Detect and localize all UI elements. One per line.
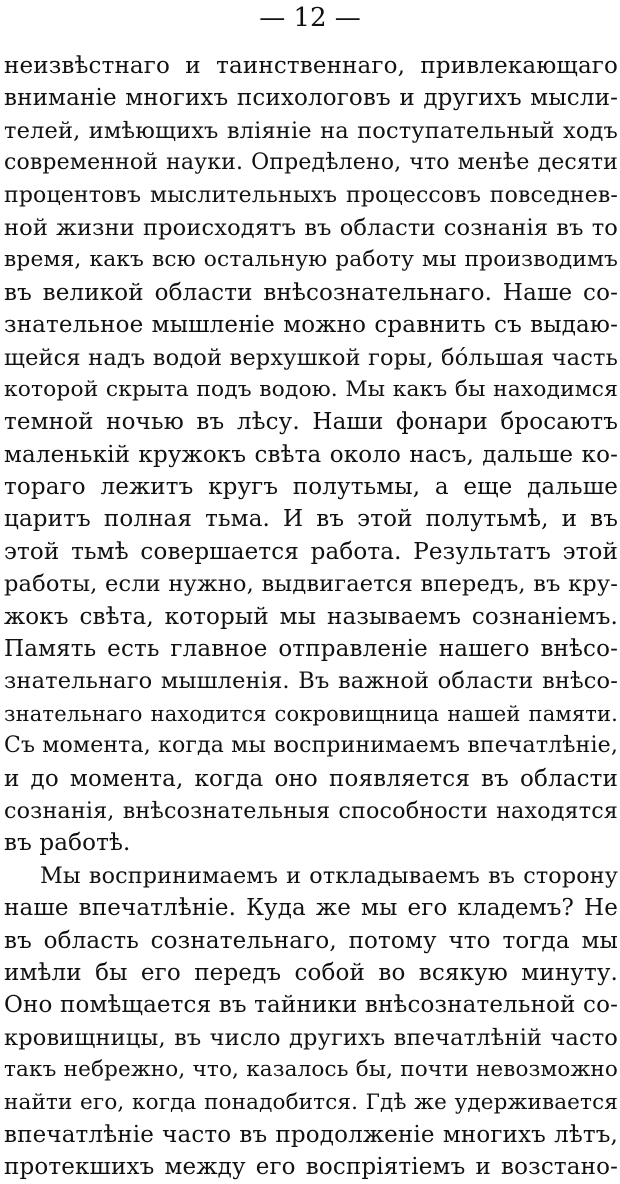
text-line: найти его, когда понадобится. Гдѣ же удерживается [4, 1089, 618, 1115]
text-line: темной ночью въ лѣсу. Наши фонари бросаютъ [4, 409, 618, 436]
text-line: знательное мышленіе можно сравнить съ выдаю- [4, 312, 618, 339]
text-line: тораго лежитъ кругъ полутьмы, а еще дальше [4, 474, 618, 501]
text-line: жокъ свѣта, который мы называемъ сознаніемъ. [4, 603, 618, 630]
text-line: щейся надъ водой верхушкой горы, бóльшая часть [4, 344, 618, 371]
text-line: неизвѣстнаго и таинственнаго, привлекающаго [4, 53, 618, 79]
text-line: имѣли бы его передъ собой во всякую минуту. [4, 959, 618, 986]
text-line: время, какъ всю остальную работу мы производимъ [4, 247, 618, 273]
text-line: которой скрыта подъ водою. Мы какъ бы находимся [4, 376, 618, 402]
text-line: процентовъ мыслительныхъ процессовъ повседнев- [4, 182, 618, 208]
text-line: вниманіе многихъ психологовъ и другихъ мысли- [4, 85, 618, 112]
text-line: работы, если нужно, выдвигается впередъ, въ кру- [4, 571, 618, 598]
body-text [4, 50, 618, 1184]
text-line: ной жизни происходятъ въ области сознанія въ то [4, 214, 618, 241]
text-line: Память есть главное отправленіе нашего внѣсо- [4, 636, 618, 663]
text-line: протекшихъ между его воспріятіемъ и возстано- [4, 1154, 618, 1181]
text-line: современной науки. Опредѣлено, что менѣе десяти [4, 150, 618, 176]
text-line: въ область сознательнаго, потому что тогда мы [4, 927, 618, 954]
text-line: Съ момента, когда мы воспринимаемъ впечатлѣніе, [4, 733, 618, 759]
text-line: кровищницы, въ число другихъ впечатлѣній часто [4, 1024, 618, 1051]
page-number: — 12 — [259, 3, 361, 33]
text-line: царитъ полная тьма. И въ этой полутьмѣ, и въ [4, 506, 618, 533]
text-line: наше впечатлѣніе. Куда же мы его кладемъ? Не [4, 895, 618, 922]
text-line: маленькій кружокъ свѣта около насъ, дальше ко- [4, 441, 618, 468]
text-line: телей, имѣющихъ вліяніе на поступательный ходъ [4, 117, 618, 144]
text-line: этой тьмѣ совершается работа. Результатъ этой [4, 538, 618, 565]
text-line: такъ небрежно, что, казалось бы, почти невозможно [4, 1057, 618, 1083]
text-line: Оно помѣщается въ тайники внѣсознательной со- [4, 992, 618, 1019]
text-line: сознанія, внѣсознательныя способности находятся [4, 797, 618, 824]
text-line: впечатлѣніе часто въ продолженіе многихъ лѣтъ, [4, 1121, 618, 1148]
text-line: въ работѣ. [4, 830, 131, 857]
text-line: въ великой области внѣсознательнаго. Наше со- [4, 279, 618, 306]
text-line: знательнаго мышленія. Въ важной области внѣсо- [4, 668, 618, 695]
text-line: знательнаго находится сокровищница нашей памяти. [4, 701, 618, 726]
text-line: Мы воспринимаемъ и откладываемъ въ сторону [40, 862, 618, 889]
text-line: и до момента, когда оно появляется въ области [4, 765, 618, 792]
